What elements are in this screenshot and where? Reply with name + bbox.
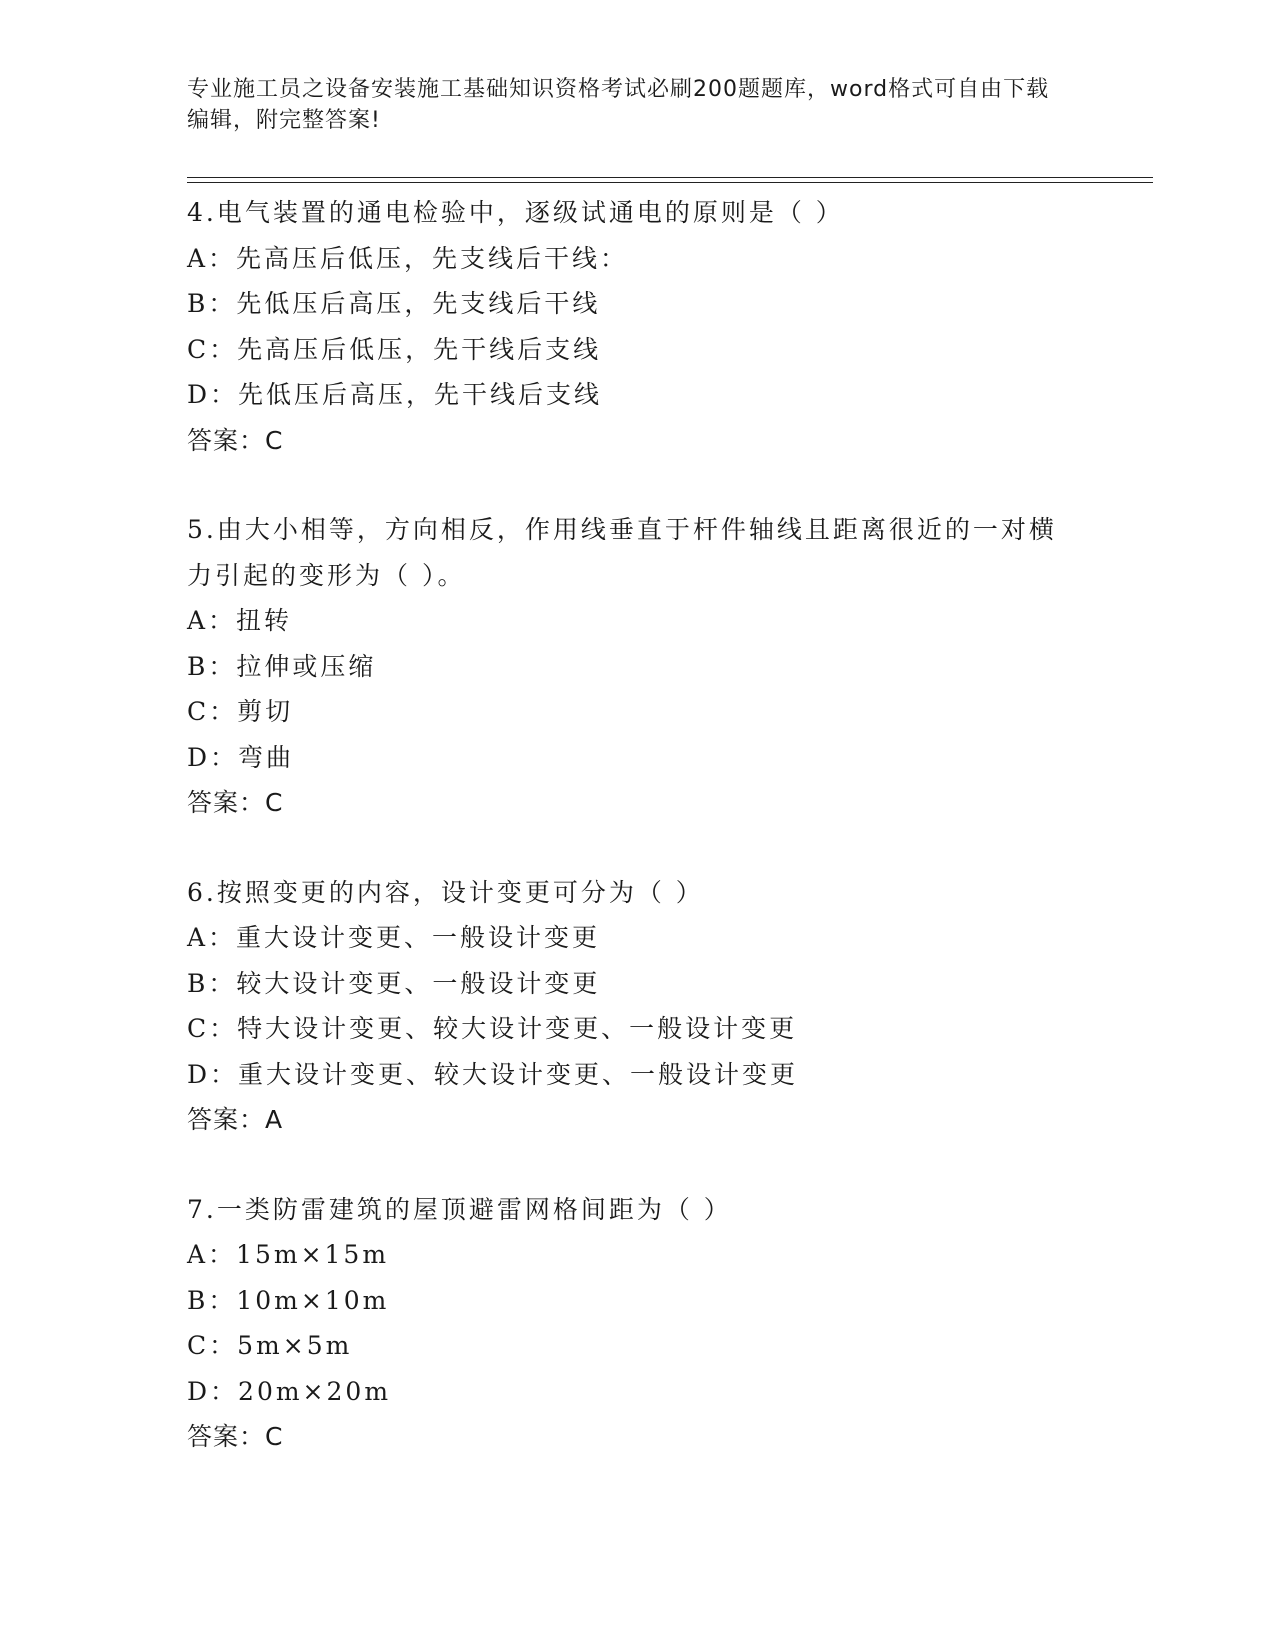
option-a: A：先高压后低压，先支线后干线： <box>187 243 629 273</box>
answer: 答案：C <box>187 425 284 455</box>
question-6 <box>187 870 1147 1143</box>
option-c: C：5m×5m <box>187 1331 353 1360</box>
option-c: C：特大设计变更、较大设计变更、一般设计变更 <box>187 1014 798 1043</box>
page-header <box>187 74 1067 136</box>
question-7 <box>187 1187 1147 1460</box>
question-list <box>187 190 1147 1504</box>
question-stem: 4.电气装置的通电检验中，逐级试通电的原则是（ ） <box>187 198 844 227</box>
question-stem: 6.按照变更的内容，设计变更可分为（ ） <box>187 877 704 907</box>
question-stem: 7.一类防雷建筑的屋顶避雷网格间距为（ ） <box>187 1194 732 1224</box>
header-divider-top <box>187 177 1153 178</box>
document-title: 专业施工员之设备安装施工基础知识资格考试必刷200题题库，word格式可自由下载编辑，附完整答案! <box>187 77 1050 133</box>
option-a: A：15m×15m <box>187 1240 390 1269</box>
question-4 <box>187 190 1147 463</box>
question-5 <box>187 507 1147 826</box>
option-a: A：重大设计变更、一般设计变更 <box>187 923 601 952</box>
option-d: D：弯曲 <box>187 742 295 772</box>
answer: 答案：C <box>187 1422 284 1451</box>
option-d: D：重大设计变更、较大设计变更、一般设计变更 <box>187 1059 799 1089</box>
option-b: B：10m×10m <box>187 1285 390 1315</box>
answer: 答案：A <box>187 1105 284 1134</box>
header-divider-bottom <box>187 182 1153 183</box>
option-c: C：先高压后低压，先干线后支线 <box>187 334 602 364</box>
option-b: B：拉伸或压缩 <box>187 651 377 681</box>
option-d: D：先低压后高压，先干线后支线 <box>187 380 603 409</box>
question-stem: 5.由大小相等，方向相反，作用线垂直于杆件轴线且距离很近的一对横力引起的变形为（ ）。 <box>187 515 1057 590</box>
answer: 答案：C <box>187 788 284 817</box>
option-c: C：剪切 <box>187 697 294 726</box>
option-b: B：较大设计变更、一般设计变更 <box>187 968 601 998</box>
option-b: B：先低压后高压，先支线后干线 <box>187 289 601 318</box>
option-d: D：20m×20m <box>187 1376 392 1406</box>
option-a: A：扭转 <box>187 606 293 635</box>
